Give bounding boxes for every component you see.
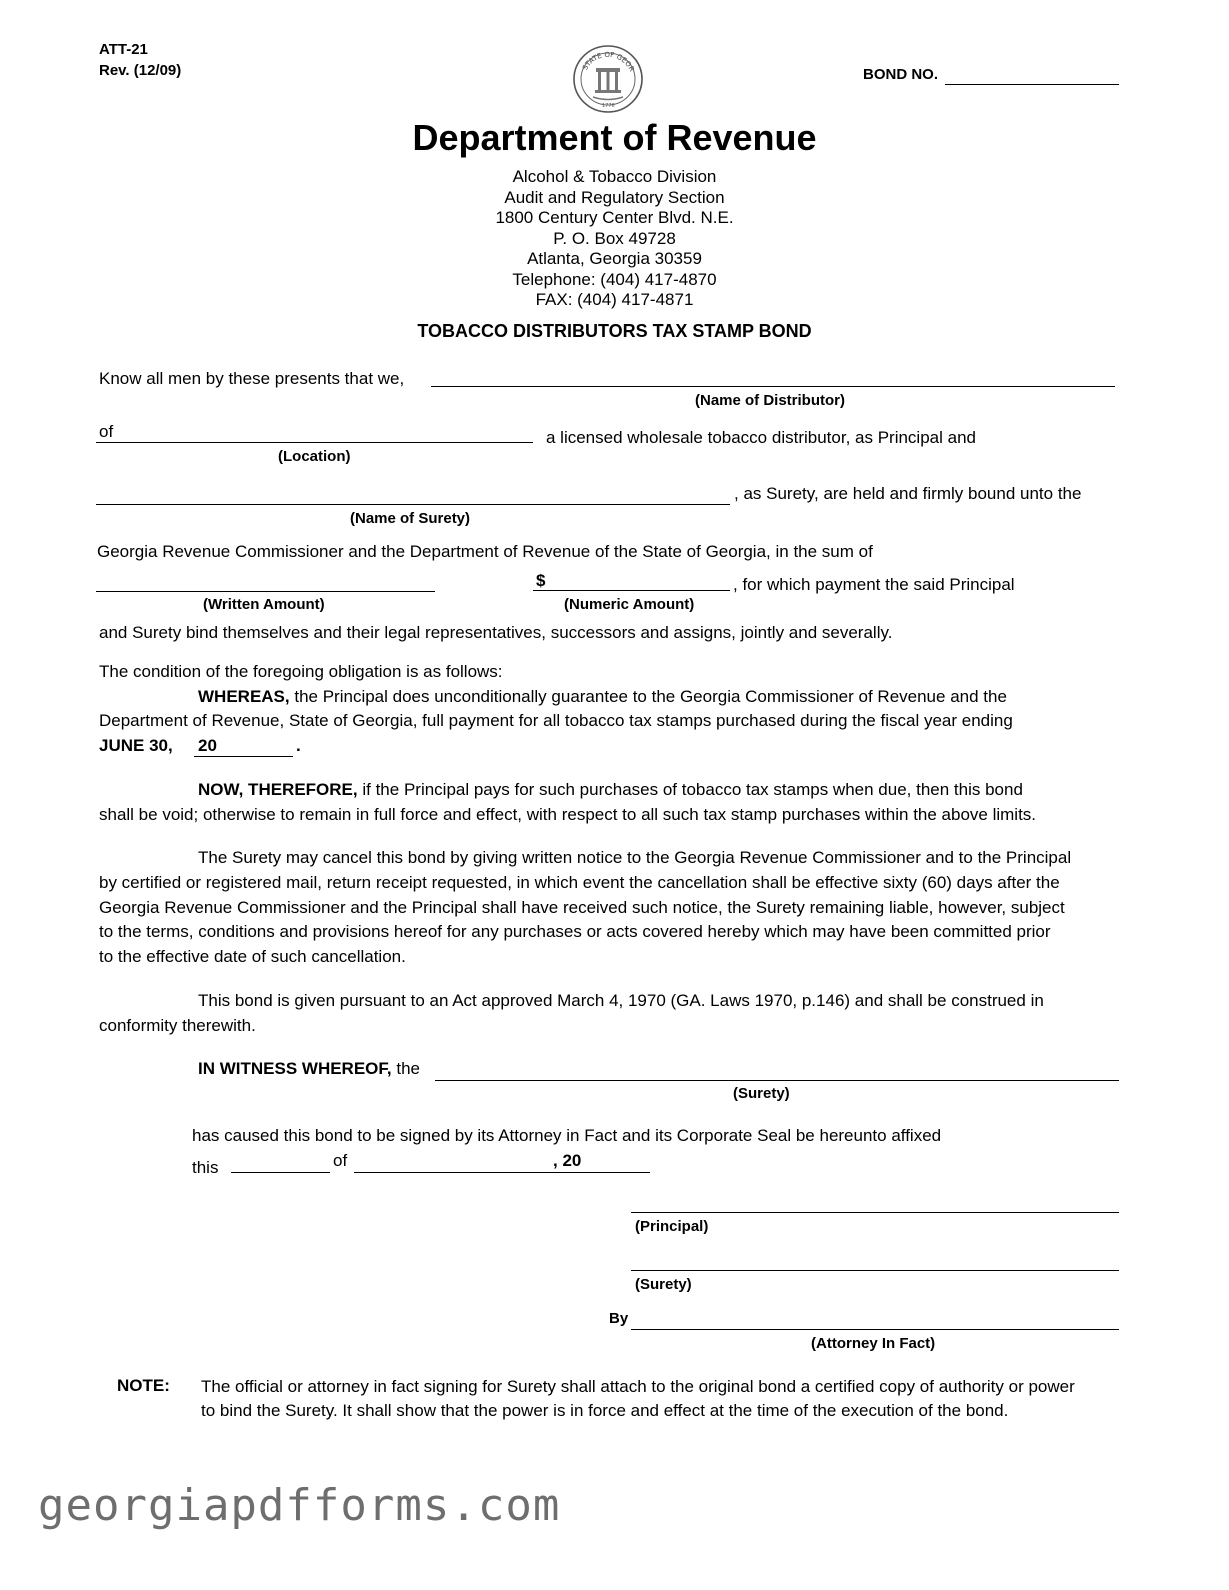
note-label: NOTE: — [117, 1376, 170, 1395]
bind-text: and Surety bind themselves and their legal representatives, successors and assigns, jointly and severally. — [99, 623, 893, 642]
signed-text: has caused this bond to be signed by its Attorney in Fact and its Corporate Seal be hereunto affixed — [192, 1126, 942, 1145]
act-line: conformity therewith. — [99, 1016, 256, 1035]
address-line: Alcohol & Tobacco Division — [512, 167, 717, 186]
surety-signature-field[interactable] — [631, 1270, 1119, 1271]
fiscal-year-prefix: 20 — [198, 736, 217, 755]
address-line: Telephone: (404) 417-4870 — [512, 269, 717, 289]
fiscal-year-label: JUNE 30, — [99, 736, 173, 755]
svg-text:1776: 1776 — [602, 103, 615, 109]
cancel-line: to the effective date of such cancellation. — [99, 947, 406, 966]
location-caption: (Location) — [278, 448, 351, 465]
surety-signature-caption: (Surety) — [635, 1276, 692, 1293]
therefore-text: if the Principal pays for such purchases of tobacco tax stamps when due, then this bond — [362, 780, 1023, 799]
attorney-caption: (Attorney In Fact) — [811, 1335, 936, 1352]
note-line: to bind the Surety. It shall show that the power is in force and effect at the time of the execution of the bond. — [201, 1401, 1009, 1420]
attorney-signature-field[interactable] — [631, 1329, 1119, 1330]
of-label: of — [99, 422, 114, 441]
distributor-name-field[interactable] — [431, 386, 1115, 387]
bond-no-field[interactable] — [945, 84, 1119, 85]
therefore-line-2: shall be void; otherwise to remain in full force and effect, with respect to all such tax stamp purchases within the above limits. — [99, 805, 1037, 824]
therefore-label: NOW, THEREFORE, — [198, 780, 358, 799]
numeric-amount-caption: (Numeric Amount) — [564, 596, 695, 613]
address-line: Atlanta, Georgia 30359 — [527, 249, 702, 268]
georgia-seal-icon — [571, 44, 645, 119]
month-year-field[interactable] — [354, 1172, 650, 1173]
witness-line — [198, 1059, 420, 1079]
act-line: This bond is given pursuant to an Act approved March 4, 1970 (GA. Laws 1970, p.146) and shall be construed in — [198, 991, 1044, 1010]
of-month-label: of — [333, 1151, 348, 1170]
whereas-line-1 — [198, 687, 1007, 707]
agency-address — [0, 167, 1229, 311]
cancel-line: to the terms, conditions and provisions hereof for any purchases or acts covered hereby which may have been committed prior — [99, 922, 1051, 941]
form-title: TOBACCO DISTRIBUTORS TAX STAMP BOND — [417, 321, 812, 341]
by-label: By — [609, 1310, 629, 1327]
condition-intro: The condition of the foregoing obligation is as follows: — [99, 662, 503, 681]
principal-text: a licensed wholesale tobacco distributor, as Principal and — [546, 428, 976, 447]
commissioner-text: Georgia Revenue Commissioner and the Department of Revenue of the State of Georgia, in the sum of — [97, 542, 873, 561]
witness-surety-caption: (Surety) — [733, 1085, 790, 1102]
fiscal-year-field[interactable] — [194, 756, 293, 757]
witness-the: the — [396, 1059, 420, 1078]
svg-text:STATE OF GEORGIA: STATE OF GEOR — [581, 50, 636, 73]
witness-label: IN WITNESS WHEREOF, — [198, 1059, 392, 1078]
address-line: Audit and Regulatory Section — [504, 187, 725, 207]
cancel-line: The Surety may cancel this bond by giving written notice to the Georgia Revenue Commissioner and to the Principal — [198, 848, 1072, 867]
this-label: this — [192, 1158, 219, 1177]
address-line: FAX: (404) 417-4871 — [535, 290, 694, 309]
day-field[interactable] — [231, 1172, 330, 1173]
principal-signature-field[interactable] — [631, 1212, 1119, 1213]
dollar-sign: $ — [536, 571, 546, 590]
note-line: The official or attorney in fact signing for Surety shall attach to the original bond a certified copy of authority or power — [201, 1377, 1075, 1396]
form-id: ATT-21 — [99, 41, 148, 58]
surety-text: , as Surety, are held and firmly bound unto the — [734, 484, 1082, 503]
principal-caption: (Principal) — [635, 1218, 709, 1235]
address-line: 1800 Century Center Blvd. N.E. — [495, 208, 734, 227]
form-revision: Rev. (12/09) — [99, 62, 182, 79]
therefore-line-1 — [198, 780, 1023, 800]
location-field[interactable] — [96, 442, 533, 443]
address-line: P. O. Box 49728 — [553, 228, 676, 248]
whereas-line-2: Department of Revenue, State of Georgia, full payment for all tobacco tax stamps purchased during the fiscal year ending — [99, 711, 1013, 730]
payment-text: , for which payment the said Principal — [733, 575, 1015, 594]
fiscal-year-period: . — [296, 736, 301, 755]
surety-name-field[interactable] — [96, 504, 730, 505]
distributor-caption: (Name of Distributor) — [695, 392, 845, 409]
written-amount-caption: (Written Amount) — [203, 596, 325, 613]
whereas-label: WHEREAS, — [198, 687, 290, 706]
cancel-line: by certified or registered mail, return receipt requested, in which event the cancellation shall be effective sixty (60) days after the — [99, 873, 1060, 892]
surety-caption: (Name of Surety) — [350, 510, 471, 527]
intro-text: Know all men by these presents that we, — [99, 369, 405, 388]
department-title: Department of Revenue — [412, 117, 817, 158]
written-amount-field[interactable] — [96, 591, 435, 592]
whereas-text: the Principal does unconditionally guarantee to the Georgia Commissioner of Revenue and the — [294, 687, 1007, 706]
cancel-line: Georgia Revenue Commissioner and the Principal shall have received such notice, the Surety remaining liable, however, subject — [99, 898, 1065, 917]
numeric-amount-field[interactable] — [533, 590, 730, 591]
witness-surety-field[interactable] — [435, 1080, 1119, 1081]
bond-no-label: BOND NO. — [863, 66, 938, 83]
year-prefix: , 20 — [553, 1151, 582, 1170]
watermark-text: georgiapdfforms.com — [38, 1480, 561, 1531]
